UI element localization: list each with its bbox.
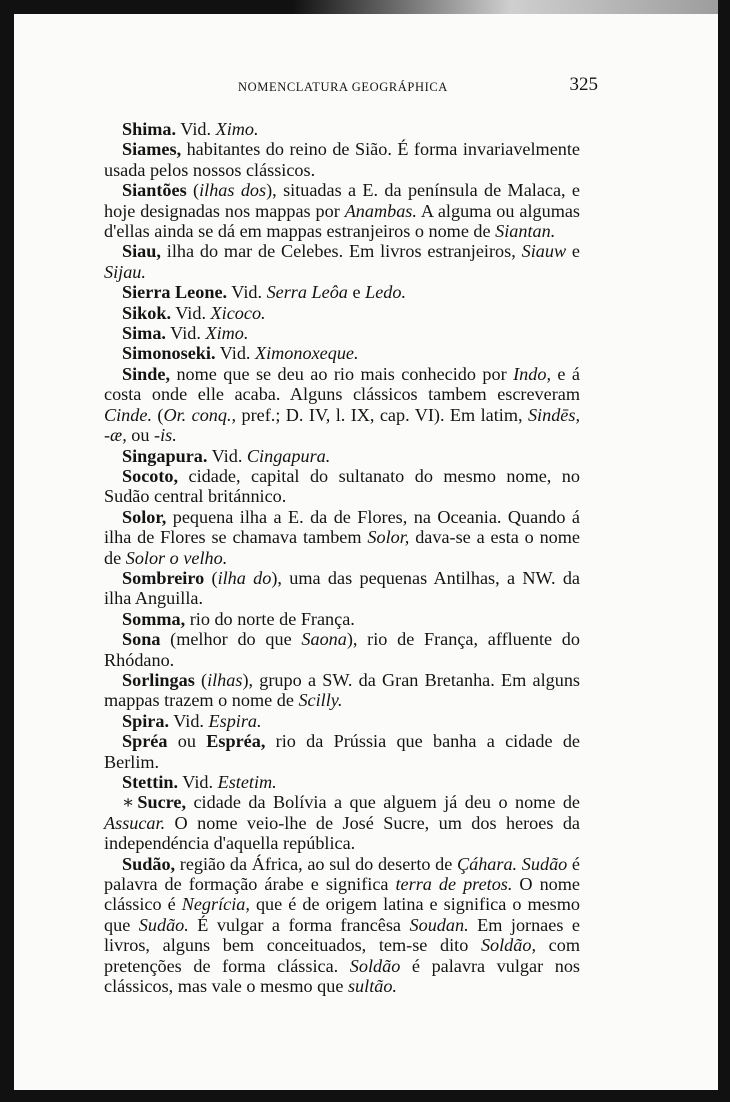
entry [104, 772, 580, 792]
entry-italic-text: Soldão, [480, 935, 537, 956]
entry-headword: Sucre, [137, 792, 187, 813]
entry-text: ( [194, 669, 208, 690]
entry-text: ilha do mar de Celebes. Em livros estranjeiros, [160, 241, 522, 262]
entry-italic-text: ilhas dos [199, 180, 267, 201]
entry-italic-text: Çáhara. [456, 853, 518, 874]
entry-italic-text: Siauw [521, 241, 567, 262]
entry-italic-text: Or. conq., [163, 404, 237, 425]
entry [104, 303, 580, 323]
entry-text: ), grupo a SW. da Gran Bretanha. Em alguns mappas trazem o nome de [104, 669, 580, 711]
entry-italic-text: Soudan. [409, 914, 469, 935]
entry-headword: Siantões [122, 180, 187, 201]
entry-text: O nome veio-lhe de José Sucre, um dos heroes da independéncia d'aquella república. [104, 812, 580, 854]
entry-headword: Sudão, [122, 853, 176, 874]
entry-text: Vid. [169, 710, 209, 731]
entry [104, 446, 580, 466]
entry [104, 792, 580, 853]
entry-italic-text: Cingapura. [246, 445, 331, 466]
entry-italic-text: Espira. [208, 710, 262, 731]
entry-text: região da África, ao sul do deserto de [175, 853, 457, 874]
entry-text: pref.; D. IV, l. IX, cap. VI). Em latim, [236, 404, 528, 425]
entry-text: cidade, capital do sultanato do mesmo nome, no Sudão central británnico. [104, 465, 580, 507]
entry-headword: Socoto, [122, 465, 179, 486]
entry [104, 119, 580, 139]
entry-text: pequena ilha a E. da de Flores, na Oceania. Quando á ilha de Flores se chamava tambem [104, 506, 580, 548]
entry-text: A alguma ou algumas d'ellas ainda se dá em mappas estranjeiros o nome de [104, 200, 580, 242]
entry [104, 670, 580, 711]
entry-italic-text: Soldão [349, 955, 401, 976]
entry-headword: Sorlingas [122, 669, 195, 690]
entry-text: ), uma das pequenas Antilhas, a NW. da ilha Anguilla. [104, 567, 581, 609]
entry-italic-text: -is. [154, 425, 177, 446]
entry-headword: Stettin. [122, 772, 179, 792]
entry-text: ), situadas a E. da península de Malaca, e hoje designadas nos mappas por [104, 180, 581, 221]
entry-text: habitantes do reino de Sião. É forma invariavelmente usada pelos nossos clássicos. [104, 139, 580, 180]
running-header-title: NOMENCLATURA GEOGRÁPHICA [238, 80, 448, 94]
entry-text: Vid. [227, 282, 267, 303]
entry-text: com pretenções de forma clássica. [104, 935, 580, 976]
entry-text: e [566, 241, 580, 262]
entry-text: e [347, 282, 366, 303]
entry-text: Vid. [165, 323, 206, 344]
entry-italic-text: ilha do [217, 567, 272, 588]
entry-italic-text: Indo, [513, 363, 551, 384]
entry-italic-text: Solor, [367, 527, 410, 548]
entry-italic-text: Ximo. [215, 119, 259, 139]
entry-text: cidade da Bolívia a que alguem já deu o nome de [186, 792, 580, 813]
entry-text: Vid. [207, 445, 247, 466]
entry-italic-text: Negrícia, [181, 894, 250, 915]
entry-italic-text: Anambas. [344, 200, 417, 221]
entry-italic-text: Estetim. [217, 772, 277, 792]
entry-italic-text: Sudão [521, 853, 568, 874]
entry-text: ( [186, 180, 200, 201]
entry-headword: Solor, [122, 506, 167, 527]
entry-text: ( [152, 404, 164, 425]
entry-italic-text: Sijau. [104, 261, 146, 282]
entry-headword: Siames, [122, 139, 182, 160]
asterisk-marker: ∗ [122, 792, 135, 813]
entry-text: Em jornaes e livros, alguns bem conceituados, tem-se dito [104, 914, 580, 956]
entry-italic-text: Xicoco. [210, 302, 266, 323]
entry-headword: Sierra Leone. [122, 282, 228, 303]
entry [104, 343, 580, 363]
entry-italic-text: Cinde. [104, 404, 152, 425]
scan-border-bottom [0, 1090, 730, 1102]
entry [104, 731, 580, 772]
scan-border-top [0, 0, 730, 14]
scan-border-left [0, 0, 14, 1102]
entry [104, 282, 580, 302]
entry-italic-text: Scilly. [298, 690, 343, 711]
entry-text: e á costa onde elle acaba. Alguns clássicos tambem escreveram [104, 363, 581, 405]
entry-text: O nome clássico é [104, 874, 580, 915]
entry-text: rio do norte de França. [185, 608, 355, 629]
entry-headword: Sinde, [122, 363, 171, 384]
entry-headword: Sima. [122, 323, 166, 344]
entry-text: dava-se a esta o nome de [104, 527, 580, 568]
entry-text: é palavra de formação árabe e significa [104, 853, 580, 895]
entry [104, 629, 580, 670]
entry [104, 180, 580, 241]
entry-italic-text: Sudão. [138, 914, 189, 935]
entry-headword: Espréa, [206, 731, 266, 752]
entry-headword: Sombreiro [122, 567, 205, 588]
entry [104, 323, 580, 343]
entry-text: Vid. [215, 343, 255, 364]
entry-italic-text: Saona [301, 629, 347, 650]
entry-italic-text: terra de pretos. [395, 874, 513, 895]
entry-italic-text: Ximo. [205, 323, 249, 344]
entry-italic-text: ilhas [207, 669, 243, 690]
entry-headword: Spréa [122, 731, 168, 752]
entry-text: é palavra vulgar nos clássicos, mas vale o mesmo que [104, 955, 580, 997]
entry-italic-text: Siantan. [495, 221, 556, 242]
page-number: 325 [569, 74, 598, 95]
entry-headword: Simonoseki. [122, 343, 216, 364]
entry [104, 139, 580, 180]
entry-italic-text: -æ, [104, 425, 127, 446]
entry-headword: Singapura. [122, 445, 208, 466]
entry-headword: Somma, [122, 608, 186, 629]
entry-headword: Sikok. [122, 302, 172, 323]
entry [104, 609, 580, 629]
entry-text: Vid. [176, 119, 216, 139]
entry-text: Vid. [171, 302, 211, 323]
entry-text: Vid. [178, 772, 218, 792]
entry-headword: Shima. [122, 119, 177, 139]
entry-italic-text: sultão. [347, 976, 397, 997]
entry-text: rio da Prússia que banha a cidade de Berlim. [104, 731, 580, 772]
scan-border-right [718, 0, 730, 1102]
entry-text: ou [167, 731, 207, 752]
entry-text: que é de origem latina e significa o mesmo que [104, 894, 580, 935]
entry-italic-text: Serra Leôa [266, 282, 348, 303]
entry-text: nome que se deu ao rio mais conhecido por [170, 363, 514, 384]
entry-italic-text: Ximonoxeque. [255, 343, 359, 364]
entry-italic-text: Assucar. [104, 812, 166, 833]
entry-text: ( [204, 567, 218, 588]
dictionary-entries [104, 119, 580, 996]
entry [104, 711, 580, 731]
entry-text: ), rio de França, affluente do Rhódano. [104, 629, 580, 670]
entry-italic-text: Solor o velho. [125, 547, 228, 568]
entry [104, 854, 580, 997]
entry-italic-text: Sindēs, [527, 404, 580, 425]
entry-headword: Sona [122, 629, 161, 650]
entry-headword: Siau, [122, 241, 161, 262]
entry [104, 364, 580, 446]
entry-italic-text: Ledo. [365, 282, 406, 303]
entry [104, 568, 580, 609]
entry [104, 241, 580, 282]
entry-headword: Spira. [122, 710, 169, 731]
entry [104, 466, 580, 507]
entry-text: ou [126, 425, 155, 446]
entry [104, 507, 580, 568]
entry-text: (melhor do que [160, 629, 302, 650]
entry-text: É vulgar a forma francêsa [188, 914, 410, 935]
